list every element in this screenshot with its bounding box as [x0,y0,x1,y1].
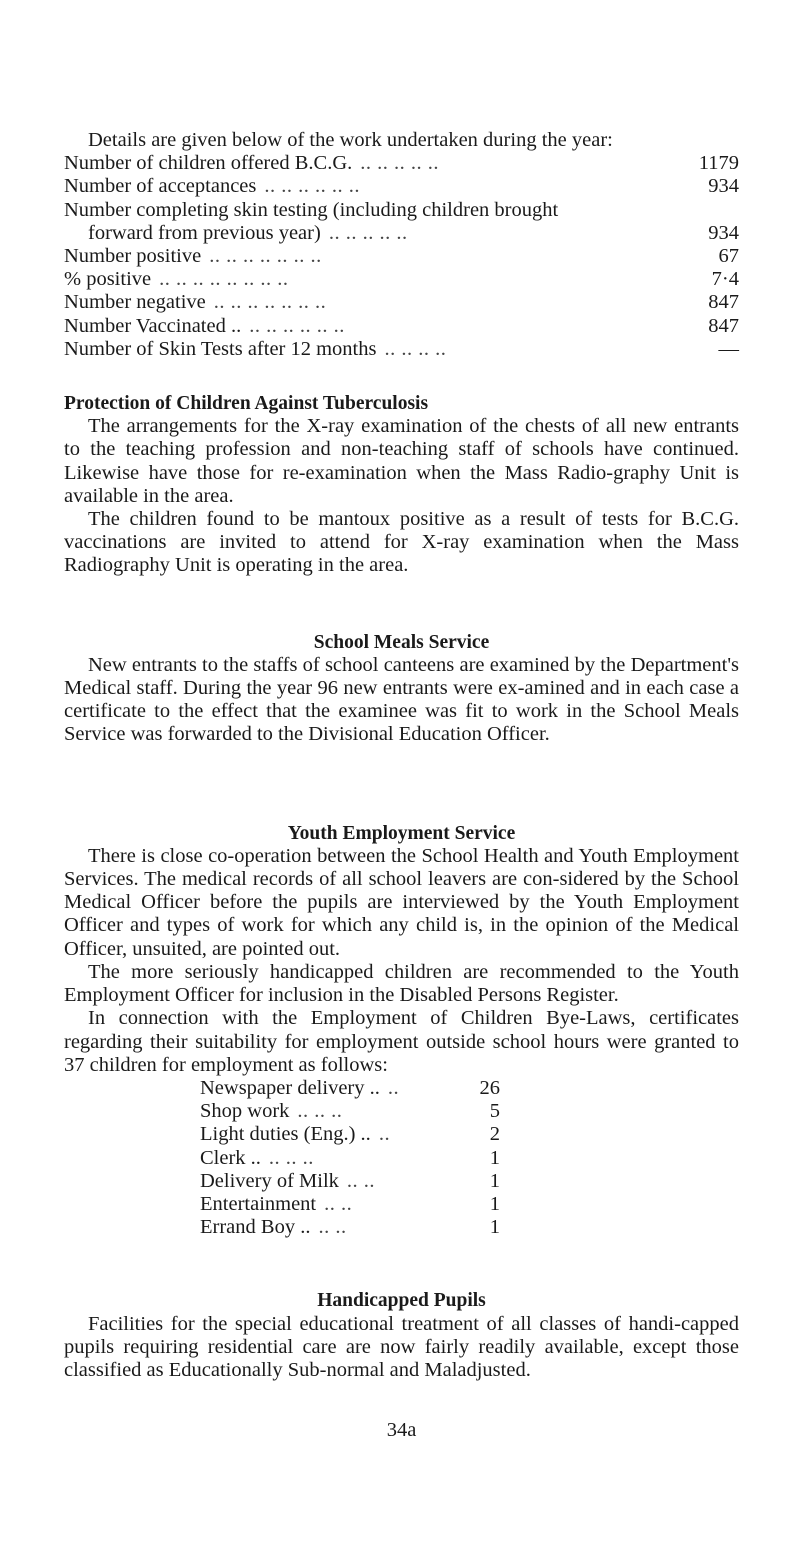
section-heading-handicapped: Handicapped Pupils [317,1290,486,1312]
leader-dots: .. [387,1076,400,1099]
employment-list [200,1077,500,1239]
leader-dots: .. .. .. [297,1100,343,1123]
item-value: 2 [489,1123,500,1146]
paragraph: The arrangements for the X-ray examination of the chests of all new entrants to the teaching profession and non-teaching staff of schools have continued. Likewise have those for re-examination when the Mass Radio-graphy Unit is available in the area. [64,415,739,507]
row-value: — [718,337,739,360]
item-value: 1 [489,1169,500,1192]
row-label: Number Vaccinated .. [64,314,242,337]
table-row [64,175,739,198]
row-value: 847 [708,314,739,337]
row-value: 7·4 [711,268,739,291]
item-label: Shop work [200,1100,290,1123]
leader-dots: .. .. .. .. .. .. [264,175,360,198]
item-label: Delivery of Milk [200,1169,339,1192]
row-label: Number of acceptances [64,175,257,198]
bcg-table [64,152,739,361]
paragraph: In connection with the Employment of Children Bye-Laws, certificates regarding their suitability for employment outside school hours were granted to 37 children for employment as follows: [64,1007,739,1076]
leader-dots: .. .. .. .. .. .. .. .. [159,268,289,291]
row-label-line1: Number completing skin testing (including children brought [64,198,559,221]
list-item [200,1147,500,1170]
paragraph: The children found to be mantoux positive as a result of tests for B.C.G. vaccinations are invited to attend for X-ray examination when the Mass Radiography Unit is operating in the area. [64,508,739,577]
list-item [200,1170,500,1193]
list-item [200,1123,500,1146]
paragraph: There is close co-operation between the School Health and Youth Employment Services. The medical records of all school leavers are con-sidered by the School Medical Officer before the pupils are interviewed by the Youth Employment Officer and types of work for which any child is, in the opinion of the Medical Officer, unsuited, are pointed out. [64,844,739,960]
document-page [64,129,739,1442]
leader-dots: .. .. .. .. [384,337,447,360]
leader-dots: .. .. .. .. .. .. .. [213,291,327,314]
table-row [64,268,739,291]
item-label: Newspaper delivery .. [200,1076,380,1099]
paragraph: New entrants to the staffs of school canteens are examined by the Department's Medical staff. During the year 96 new entrants were ex-amined and in each case a certificate to the effect that the examinee was fit to work in the School Meals Service was forwarded to the Divisional Education Officer. [64,653,739,746]
leader-dots: .. .. .. [268,1146,314,1169]
leader-dots: .. .. .. .. .. .. [249,314,345,337]
row-value: 934 [708,175,739,198]
page-number: 34a [386,1419,417,1442]
table-row-wrapped [64,199,739,245]
section-heading-school-meals: School Meals Service [313,631,490,653]
row-value: 1179 [698,152,739,175]
row-label: % positive [64,268,152,291]
table-row [64,338,739,361]
row-value: 847 [708,291,739,314]
item-label: Errand Boy .. [200,1216,311,1239]
item-label: Clerk .. [200,1146,261,1169]
leader-dots: .. .. [318,1216,347,1239]
list-item [200,1216,500,1239]
list-item [200,1100,500,1123]
row-label: Number negative [64,291,206,314]
table-row [64,152,739,175]
leader-dots: .. .. .. .. .. [328,221,408,244]
leader-dots: .. .. [346,1169,376,1192]
item-value: 1 [489,1146,500,1169]
paragraph: Facilities for the special educational treatment of all classes of handi-capped pupils requiring residential care are now fairly readily available, except those classified as Educationally Sub-normal and Maladjusted. [64,1312,739,1381]
item-value: 5 [489,1100,500,1123]
row-continuation [64,222,739,245]
table-row [64,291,739,314]
row-label: Number of Skin Tests after 12 months [64,337,377,360]
row-value: 934 [708,221,739,244]
section-heading-protection: Protection of Children Against Tuberculosis [64,393,429,415]
list-item [200,1193,500,1216]
leader-dots: .. .. .. .. .. .. .. [209,245,322,268]
table-row [64,245,739,268]
item-label: Light duties (Eng.) .. [200,1123,371,1146]
item-value: 26 [479,1076,500,1099]
intro-text: Details are given below of the work undertaken during the year: [88,129,613,151]
leader-dots: .. .. [324,1192,353,1215]
paragraph: The more seriously handicapped children are recommended to the Youth Employment Officer for inclusion in the Disabled Persons Register. [64,960,739,1007]
item-label: Entertainment [200,1192,317,1215]
table-row [64,315,739,338]
item-value: 1 [489,1192,500,1215]
leader-dots: .. .. .. .. .. [360,152,440,175]
list-item [200,1077,500,1100]
row-label: Number of children offered B.C.G. [64,152,353,175]
row-label: Number positive [64,245,202,268]
section-heading-youth-employment: Youth Employment Service [287,822,516,844]
item-value: 1 [489,1216,500,1239]
row-value: 67 [718,245,739,268]
row-label-line2: forward from previous year) [88,221,321,244]
leader-dots: .. [378,1123,391,1146]
